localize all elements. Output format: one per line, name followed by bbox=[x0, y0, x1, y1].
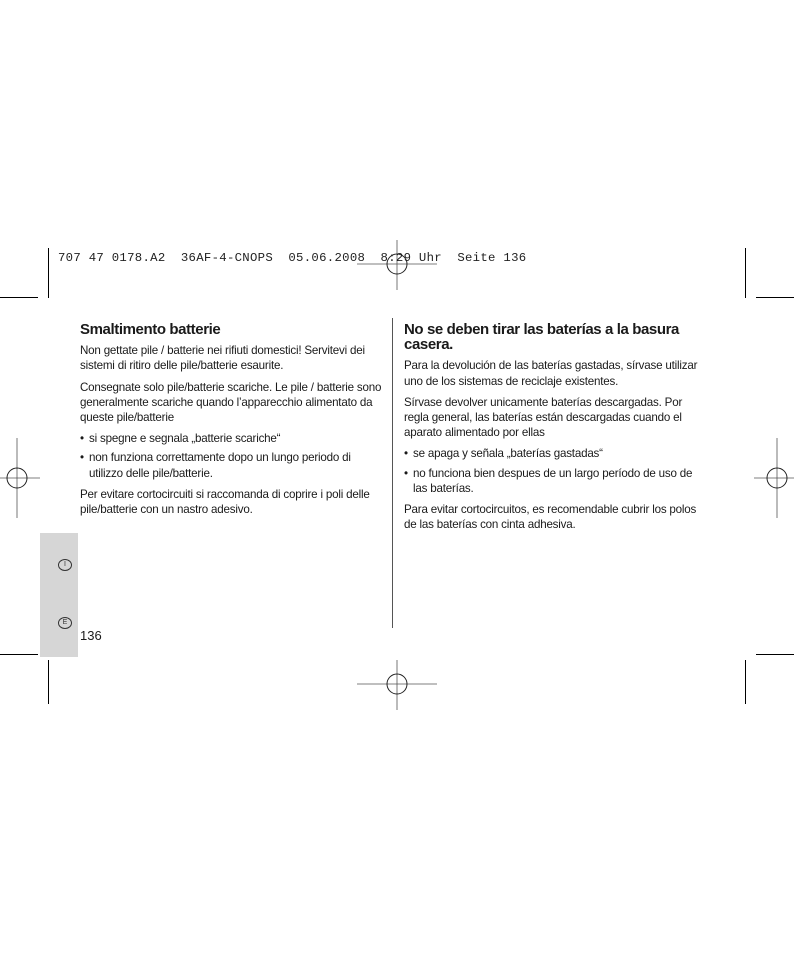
spanish-paragraph: Para evitar cortocircuitos, es recomendable cubrir los polos de las baterías con cinta adhesiva. bbox=[404, 503, 697, 532]
registration-mark-left bbox=[0, 438, 40, 518]
italian-bullet-list bbox=[80, 431, 382, 481]
registration-mark-right bbox=[754, 438, 794, 518]
italian-heading: Smaltimento batterie bbox=[80, 321, 221, 338]
italian-paragraph: Per evitare cortocircuiti si raccomanda di coprire i poli delle pile/batterie con un nastro adesivo. bbox=[80, 487, 370, 517]
list-item: • si spegne e segnala „batterie scariche“ bbox=[80, 431, 382, 446]
spanish-heading: No se deben tirar las baterías a la basura casera. bbox=[404, 321, 679, 354]
crop-mark bbox=[0, 297, 38, 298]
language-tab bbox=[40, 533, 78, 657]
italian-column bbox=[80, 318, 382, 523]
list-item: • se apaga y señala „baterías gastadas“ bbox=[404, 446, 706, 461]
spanish-bullet-list bbox=[404, 446, 706, 496]
column-divider bbox=[392, 318, 393, 628]
list-item: • no funciona bien despues de un largo período de uso de las baterías. bbox=[404, 466, 706, 496]
spanish-paragraph: Para la devolución de las baterías gastadas, sírvase utilizar uno de los sistemas de reciclaje existentes. bbox=[404, 359, 698, 388]
crop-mark bbox=[756, 297, 794, 298]
italian-paragraph: Non gettate pile / batterie nei rifiuti domestici! Servitevi dei sistemi di ritiro delle pile/batterie esaurite. bbox=[80, 344, 365, 373]
print-slug: 707 47 0178.A2 36AF-4-CNOPS 05.06.2008 8:29 Uhr Seite 136 bbox=[58, 251, 527, 265]
spanish-column bbox=[404, 318, 706, 538]
crop-mark bbox=[745, 660, 746, 704]
registration-mark-top bbox=[357, 240, 437, 290]
crop-mark bbox=[0, 654, 38, 655]
crop-mark bbox=[48, 660, 49, 704]
list-item: • non funziona correttamente dopo un lungo periodo di utilizzo delle pile/batterie. bbox=[80, 450, 382, 480]
italian-paragraph: Consegnate solo pile/batterie scariche. Le pile / batterie sono generalmente scariche quando l’apparecchio alimentato da queste pile/batterie bbox=[80, 380, 382, 425]
language-badge-italian: I bbox=[58, 559, 72, 571]
crop-mark bbox=[745, 248, 746, 298]
crop-mark bbox=[756, 654, 794, 655]
language-badge-spanish: E bbox=[58, 617, 72, 629]
registration-mark-bottom bbox=[357, 660, 437, 710]
spanish-paragraph: Sírvase devolver unicamente baterías descargadas. Por regla general, las baterías están descargadas cuando el aparato alimentado por ellas bbox=[404, 395, 683, 440]
page-number: 136 bbox=[80, 628, 102, 643]
crop-mark bbox=[48, 248, 49, 298]
